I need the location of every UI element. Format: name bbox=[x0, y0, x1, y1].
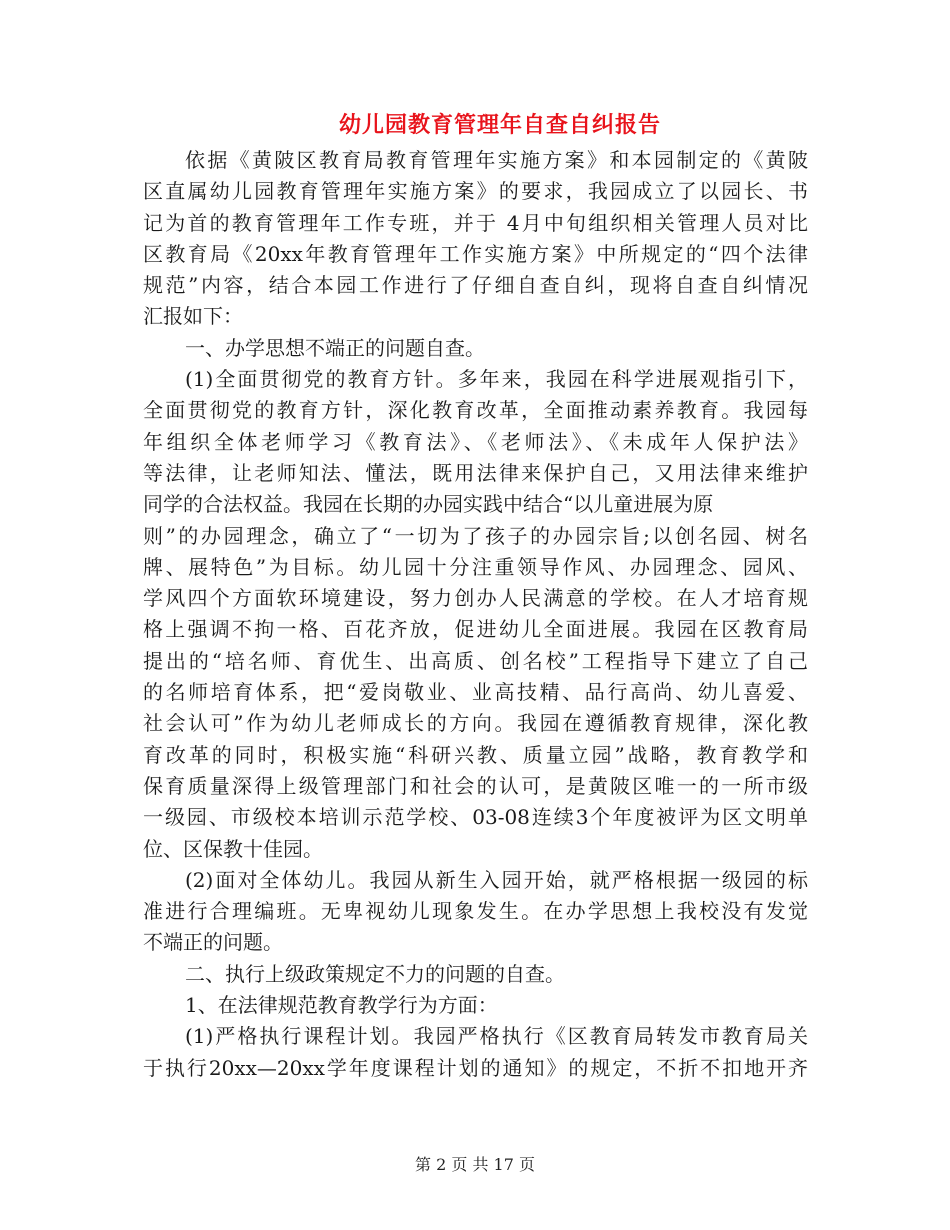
body-text-line: 1、在法律规范教育教学行为方面： bbox=[185, 993, 498, 1018]
page-footer: 第 2 页 共 17 页 bbox=[415, 1155, 535, 1174]
body-text-line: 一、办学思想不端正的问题自查。 bbox=[185, 335, 485, 360]
document-body bbox=[143, 145, 808, 1084]
body-text-line: 格上强调不拘一格、百花齐放，促进幼儿全面进展。我园在区教育局 bbox=[143, 617, 808, 642]
document-title: 幼儿园教育管理年自查自纠报告 bbox=[338, 112, 661, 138]
body-text-line: 全面贯彻党的教育方针，深化教育改革，全面推动素养教育。我园每 bbox=[143, 398, 808, 423]
body-text-line: 则”的办园理念，确立了“一切为了孩子的办园宗旨;以创名园、树名 bbox=[143, 523, 808, 548]
body-text-line: 二、执行上级政策规定不力的问题的自查。 bbox=[185, 961, 565, 986]
body-text-line: 汇报如下： bbox=[143, 304, 243, 329]
body-text-line: 准进行合理编班。无卑视幼儿现象发生。在办学思想上我校没有发觉 bbox=[143, 899, 808, 924]
body-text-line: 提出的“培名师、育优生、出高质、创名校”工程指导下建立了自己 bbox=[143, 648, 808, 673]
body-text-line: 年组织全体老师学习《教育法》、《老师法》、《未成年人保护法》 bbox=[143, 429, 808, 454]
body-text-line: 于执行20xx—20xx学年度课程计划的通知》的规定，不折不扣地开齐 bbox=[143, 1055, 808, 1080]
body-text-line: 规范”内容，结合本园工作进行了仔细自查自纠，现将自查自纠情况 bbox=[143, 273, 808, 298]
body-text-line: 位、区保教十佳园。 bbox=[143, 836, 323, 861]
body-text-line: 区直属幼儿园教育管理年实施方案》的要求，我园成立了以园长、书 bbox=[143, 179, 808, 204]
body-text-line: 等法律，让老师知法、懂法，既用法律来保护自己，又用法律来维护 bbox=[143, 460, 808, 485]
body-text-line: 一级园、市级校本培训示范学校、03-08连续3个年度被评为区文明单 bbox=[143, 805, 808, 830]
body-text-line: 不端正的问题。 bbox=[143, 930, 283, 955]
body-text-line: 依据《黄陂区教育局教育管理年实施方案》和本园制定的《黄陂 bbox=[185, 148, 808, 172]
body-text-line: 社会认可”作为幼儿老师成长的方向。我园在遵循教育规律，深化教 bbox=[143, 711, 808, 736]
body-text-line: (1)全面贯彻党的教育方针。多年来，我园在科学进展观指引下， bbox=[185, 367, 808, 392]
body-text-line: 区教育局《20xx年教育管理年工作实施方案》中所规定的“四个法律 bbox=[143, 241, 808, 266]
body-text-line: 学风四个方面软环境建设，努力创办人民满意的学校。在人才培育规 bbox=[143, 586, 808, 611]
body-text-line: 保育质量深得上级管理部门和社会的认可，是黄陂区唯一的一所市级 bbox=[143, 773, 808, 798]
body-text-line: (2)面对全体幼儿。我园从新生入园开始，就严格根据一级园的标 bbox=[185, 867, 808, 892]
body-text-line: 牌、展特色”为目标。幼儿园十分注重领导作风、办园理念、园风、 bbox=[143, 554, 808, 579]
body-text-line: 的名师培育体系，把“爱岗敬业、业高技精、品行高尚、幼儿喜爱、 bbox=[143, 680, 808, 705]
body-text-line: (1)严格执行课程计划。我园严格执行《区教育局转发市教育局关 bbox=[185, 1024, 808, 1049]
body-text-line: 同学的合法权益。我园在长期的办园实践中结合“以儿童进展为原 bbox=[143, 492, 714, 517]
body-text-line: 育改革的同时，积极实施“科研兴教、质量立园”战略，教育教学和 bbox=[143, 742, 808, 767]
body-text-line: 记为首的教育管理年工作专班，并于 4月中旬组织相关管理人员对比 bbox=[143, 210, 808, 235]
